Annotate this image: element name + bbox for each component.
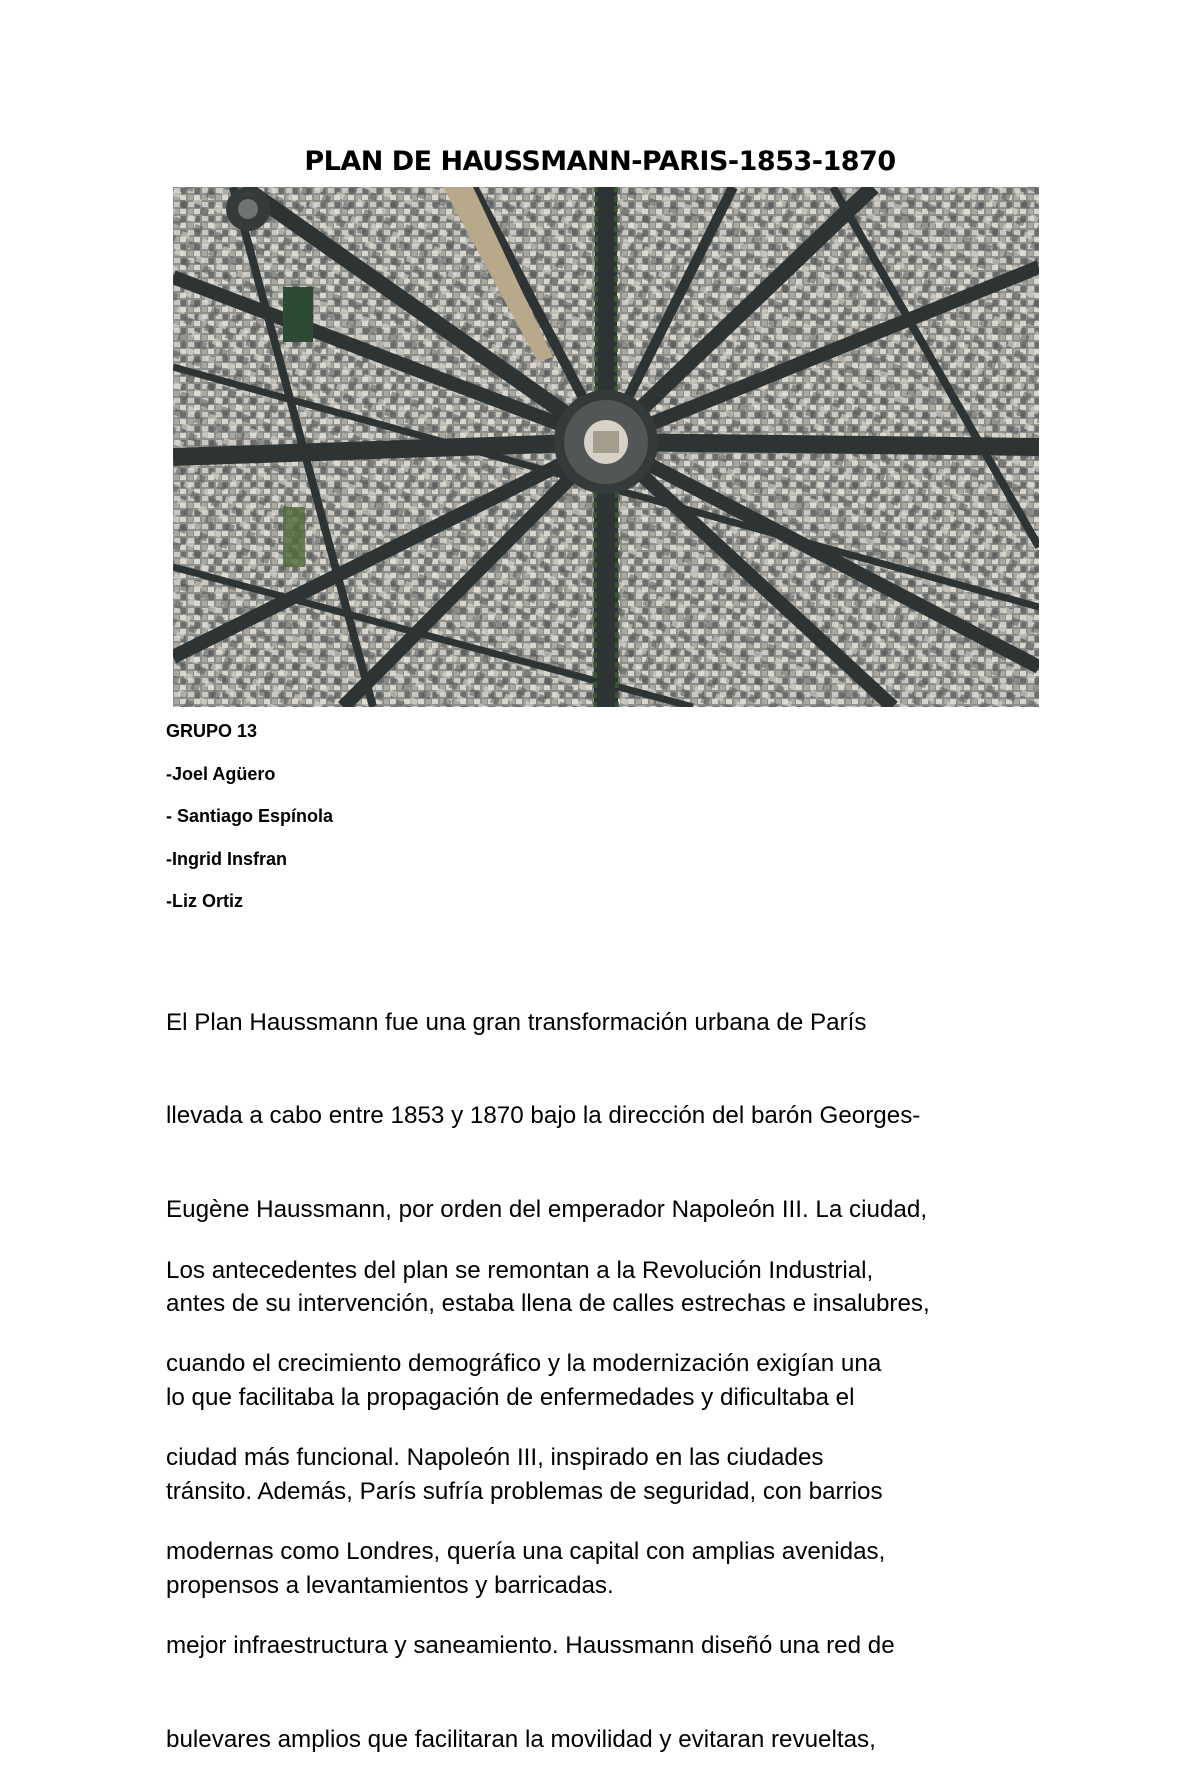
group-heading: GRUPO 13: [166, 721, 258, 741]
paragraph-line: lo que facilitaba la propagación de enfermedades y dificultaba el: [166, 1384, 855, 1412]
paragraph-line: bulevares amplios que facilitaran la movilidad y evitaran revueltas,: [166, 1726, 876, 1754]
paragraph-line: Los antecedentes del plan se remontan a la Revolución Industrial,: [166, 1256, 874, 1284]
paragraph-line: ciudad más funcional. Napoleón III, inspirado en las ciudades: [166, 1444, 824, 1472]
group-member: - Santiago Espínola: [166, 806, 334, 826]
group-member: -Joel Agüero: [166, 763, 276, 784]
group-member: -Liz Ortiz: [166, 891, 243, 911]
paragraph-line: El Plan Haussmann fue una gran transformación urbana de París: [166, 1008, 867, 1036]
aerial-photo-of-paris-radial-boulevards-icon: [173, 187, 1039, 707]
paragraph-antecedents: [166, 1192, 1046, 1787]
paragraph-line: modernas como Londres, quería una capital con amplias avenidas,: [166, 1538, 886, 1566]
paragraph-line: antes de su intervención, estaba llena de calles estrechas e insalubres,: [166, 1290, 930, 1318]
group-block: [166, 720, 333, 933]
paragraph-line: llevada a cabo entre 1853 y 1870 bajo la dirección del barón Georges-: [166, 1102, 921, 1130]
paragraph-line: cuando el crecimiento demográfico y la modernización exigían una: [166, 1350, 882, 1378]
paragraph-line: propensos a levantamientos y barricadas.: [166, 1571, 614, 1599]
paragraph-line: tránsito. Además, París sufría problemas de seguridad, con barrios: [166, 1478, 883, 1506]
group-member: -Ingrid Insfran: [166, 848, 287, 869]
paragraph-line: mejor infraestructura y saneamiento. Haussmann diseñó una red de: [166, 1632, 895, 1660]
aerial-photo: [173, 187, 1039, 707]
page-title: PLAN DE HAUSSMANN-PARIS-1853-1870: [304, 146, 896, 177]
paragraph-line: Eugène Haussmann, por orden del emperador Napoleón III. La ciudad,: [166, 1196, 928, 1224]
